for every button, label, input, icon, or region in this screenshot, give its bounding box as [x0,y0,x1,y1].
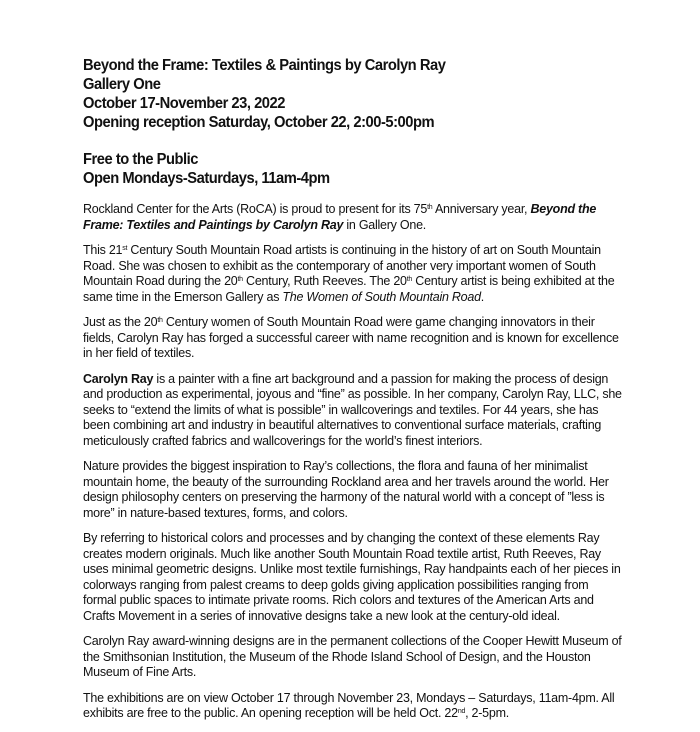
exhibition-title: Beyond the Frame: Textiles & Paintings by Carolyn Ray [83,57,446,74]
superscript: th [406,276,413,283]
text: Century South Mountain Road artists is continuing in the history of art on South Mountain Road. She was chosen to exhibit as the contemporary of another very important women of South Mountain Road during the 20 [83,243,601,288]
text: in Gallery One. [343,217,426,232]
text: , 2-5pm. [465,706,509,720]
text: The exhibitions are on view October 17 through November 23, Mondays – Saturdays, 11am-4pm. All exhibits are free to the public. An opening reception will be held Oct. 22 [83,690,615,720]
paragraph-nature: Nature provides the biggest inspiration to Ray’s collections, the flora and fauna of her minimalist mountain home, the beauty of the surrounding Rockland area and her travels around the world. Her design philosophy centers on preserving the harmony of the natural world with a concept of ”less is more” in nature-based textures, forms, and colors. [83,459,609,520]
artist-name: Carolyn Ray [83,371,154,386]
superscript: nd [457,708,466,715]
paragraph-intro [83,202,623,233]
admission: Free to the Public [83,151,199,168]
superscript: th [157,317,163,324]
text: Century artist is being exhibited at the same time in the Emerson Gallery as [83,274,615,304]
superscript: th [237,276,243,283]
text: Just as the 20 [83,315,158,329]
text: Century, Ruth Reeves. The 20 [242,274,407,288]
paragraph-bio [83,372,623,450]
exhibition-title-inline: Beyond the Frame: Textiles and Paintings by Carolyn Ray [83,202,597,232]
reception-info: Opening reception Saturday, October 22, 2:00-5:00pm [83,114,435,131]
superscript: th [427,204,433,211]
admission-block [83,150,623,188]
paragraph-exhibition-info [83,691,623,722]
italic-title: The Women of South Mountain Road [282,289,481,304]
superscript: st [122,245,128,252]
press-release [83,56,623,732]
hours: Open Mondays-Saturdays, 11am-4pm [83,170,330,187]
paragraph-innovators [83,315,623,362]
paragraph-history-colors: By referring to historical colors and processes and by changing the context of these elements Ray creates modern originals. Much like another South Mountain Road textile artist, Ruth Reeves, Ray uses minimal geometric designs. Unlike most textile furnishings, Ray handpaints each of her pieces in colorways ranging from palest creams to deep golds giving application possibilities ranging from formal public spaces to intimate private rooms. Rich colors and textures of the American Arts and Crafts Movement in a series of innovative designs take a new look at the century-old ideal. [83,531,621,623]
header-block [83,56,623,132]
text: This 21 [83,243,123,257]
text: Rockland Center for the Arts (RoCA) is proud to present for its 75 [83,202,428,216]
text: . [480,289,485,304]
paragraph-collections: Carolyn Ray award-winning designs are in the permanent collections of the Cooper Hewitt Museum of the Smithsonian Institution, the Museum of the Rhode Island School of Design, and the Houston Museum of Fine Arts. [83,634,622,679]
text: Anniversary year, [432,202,531,216]
gallery-name: Gallery One [83,76,161,93]
paragraph-history [83,243,623,305]
exhibition-dates: October 17-November 23, 2022 [83,95,285,112]
text: is a painter with a fine art background and a passion for making the process of design and production as experimental, joyous and “fine” as possible. In her company, Carolyn Ray, LLC, she seeks to “extend the limits of what is possible” in wallcoverings and textiles. For 44 years, she has been combining art and industry in beautiful alternatives to conventional surface materials, crafting meticulously crafted fabrics and wallcoverings for the world’s finest interiors. [83,371,622,448]
text: Century women of South Mountain Road were game changing innovators in their fields, Carolyn Ray has forged a successful career with name recognition and is known for excellence in her field of textiles. [83,315,619,360]
